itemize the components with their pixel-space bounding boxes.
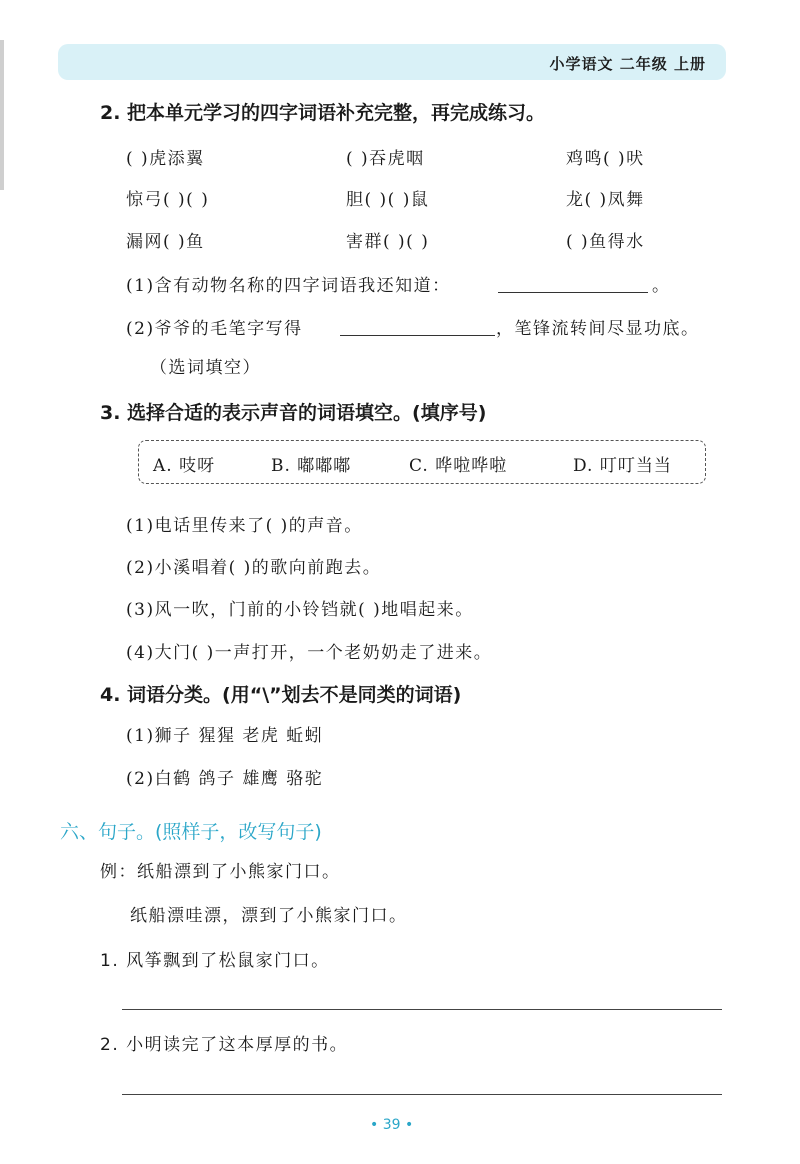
- q2-row1-item2: ( )吞虎咽: [346, 149, 425, 169]
- section6-title: 六、句子。(照样子，改写句子): [60, 821, 322, 843]
- q2-row2-item1: 惊弓( )( ): [126, 190, 210, 210]
- q2-row3-item3: ( )鱼得水: [566, 232, 645, 252]
- q2-sub2-prompt: (2)爷爷的毛笔字写得: [126, 319, 303, 339]
- header-subject-grade: 小学语文 二年级 上册: [549, 55, 706, 73]
- header-bar: [58, 44, 726, 80]
- page-edge-mark: [0, 40, 4, 190]
- q2-sub1-prompt: (1)含有动物名称的四字词语我还知道：: [126, 276, 451, 296]
- q2-sub2-answer-blank[interactable]: [340, 335, 495, 336]
- q3-title: 3. 选择合适的表示声音的词语填空。(填序号): [100, 402, 487, 424]
- section6-item-1: 1. 风筝飘到了松鼠家门口。: [100, 951, 330, 971]
- q3-option-a: A. 吱呀: [153, 456, 216, 476]
- q2-row2-item2: 胆( )( )鼠: [346, 190, 430, 210]
- q2-row1-item3: 鸡鸣( )吠: [566, 149, 645, 169]
- q3-item-1: (1)电话里传来了( )的声音。: [126, 516, 363, 536]
- q3-options-box: [138, 440, 706, 484]
- q2-sub1-answer-blank[interactable]: [498, 292, 648, 293]
- section6-item-2-answer-line[interactable]: [122, 1094, 722, 1095]
- q2-row3-item1: 漏网( )鱼: [126, 232, 205, 252]
- q2-sub1-period: 。: [652, 276, 671, 296]
- page-number: • 39 •: [370, 1117, 414, 1133]
- q4-title: 4. 词语分类。(用“\”划去不是同类的词语): [100, 684, 462, 706]
- q2-row2-item3: 龙( )凤舞: [566, 190, 645, 210]
- q2-sub2-rest: ，笔锋流转间尽显功底。: [496, 319, 700, 339]
- q4-item-1: (1)狮子 猩猩 老虎 蚯蚓: [126, 726, 324, 746]
- q3-item-4: (4)大门( )一声打开，一个老奶奶走了进来。: [126, 643, 493, 663]
- q2-title: 2. 把本单元学习的四字词语补充完整，再完成练习。: [100, 102, 546, 124]
- q3-option-c: C. 哗啦哗啦: [409, 456, 508, 476]
- q3-option-b: B. 嘟嘟嘟: [271, 456, 352, 476]
- section6-item-1-answer-line[interactable]: [122, 1009, 722, 1010]
- section6-item-2: 2. 小明读完了这本厚厚的书。: [100, 1035, 349, 1055]
- q2-row1-item1: ( )虎添翼: [126, 149, 205, 169]
- q3-item-3: (3)风一吹，门前的小铃铛就( )地唱起来。: [126, 600, 474, 620]
- q3-option-d: D. 叮叮当当: [573, 456, 672, 476]
- section6-example-line1: 例：纸船漂到了小熊家门口。: [100, 862, 341, 882]
- q2-row3-item2: 害群( )( ): [346, 232, 430, 252]
- q3-item-2: (2)小溪唱着( )的歌向前跑去。: [126, 558, 382, 578]
- q4-item-2: (2)白鹤 鸽子 雄鹰 骆驼: [126, 769, 324, 789]
- q2-sub2-note: （选词填空）: [150, 358, 261, 378]
- section6-example-line2: 纸船漂哇漂，漂到了小熊家门口。: [130, 906, 408, 926]
